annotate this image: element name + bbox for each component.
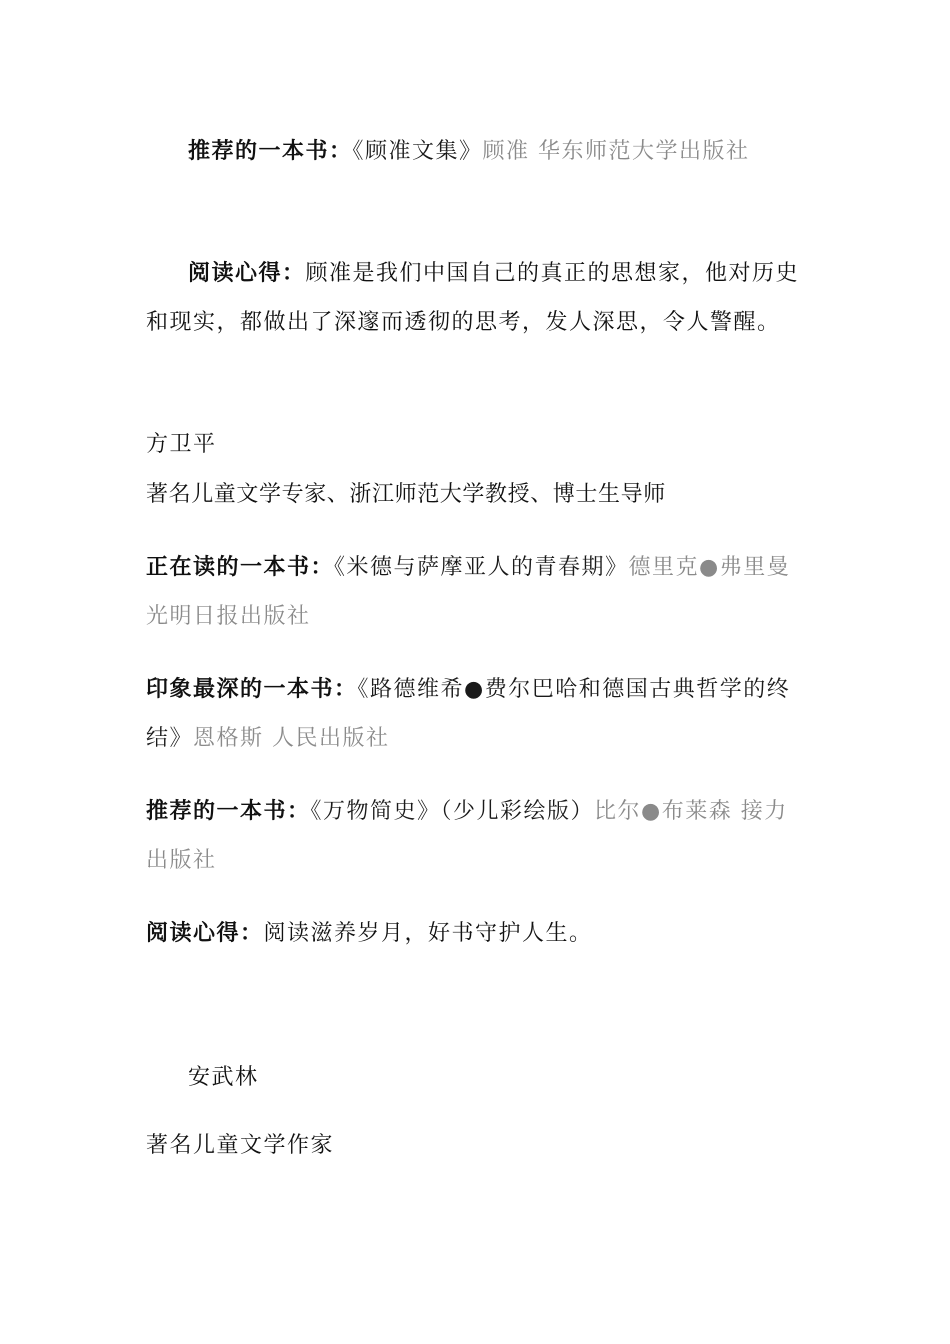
- reading-now-label: 正在读的一本书：: [146, 555, 335, 580]
- recommend-label: 推荐的一本书：: [188, 139, 353, 164]
- reading-now-book: [146, 543, 806, 641]
- reading-notes-1: [146, 249, 806, 347]
- book-author-publisher: 顾准 华东师范大学出版社: [482, 139, 750, 164]
- reading-notes-2: [146, 909, 806, 958]
- notes-text: 顾准是我们中国自己的真正的思想家，他对历史和现实，都做出了深邃而透彻的思考，发人深思，令人警醒。: [146, 261, 800, 335]
- recommend-label: 推荐的一本书：: [146, 799, 311, 824]
- notes-label: 阅读心得：: [146, 921, 264, 946]
- book-author-publisher: 德里克●弗里曼 光明日报出版社: [146, 555, 791, 629]
- person-title-fang: [146, 470, 806, 519]
- most-impressive-label: 印象最深的一本书：: [146, 677, 358, 702]
- book-title: 《米德与萨摩亚人的青春期》: [334, 555, 629, 580]
- notes-label: 阅读心得：: [188, 261, 306, 286]
- book-title: 《万物简史》（少儿彩绘版）: [310, 799, 595, 824]
- person-name-an: [146, 1053, 806, 1102]
- most-impressive-book: [146, 665, 806, 763]
- book-author-publisher: 恩格斯 人民出版社: [193, 726, 390, 751]
- recommend-book-2: [146, 787, 806, 885]
- person-name-fang: [146, 420, 806, 469]
- person-title: 著名儿童文学作家: [146, 1133, 335, 1158]
- book-title: 《路德维希●费尔巴哈和德国古典哲学的终结》: [146, 677, 791, 751]
- person-title-an: [146, 1121, 806, 1170]
- recommend-book-1: [146, 127, 806, 176]
- notes-text: 阅读滋养岁月，好书守护人生。: [263, 921, 593, 946]
- person-name: 安武林: [188, 1065, 259, 1090]
- person-name: 方卫平: [146, 432, 217, 457]
- book-title: 《顾准文集》: [352, 139, 483, 164]
- person-title: 著名儿童文学专家、浙江师范大学教授、博士生导师: [146, 482, 666, 507]
- book-author-publisher: 比尔●布莱森 接力出版社: [146, 799, 788, 873]
